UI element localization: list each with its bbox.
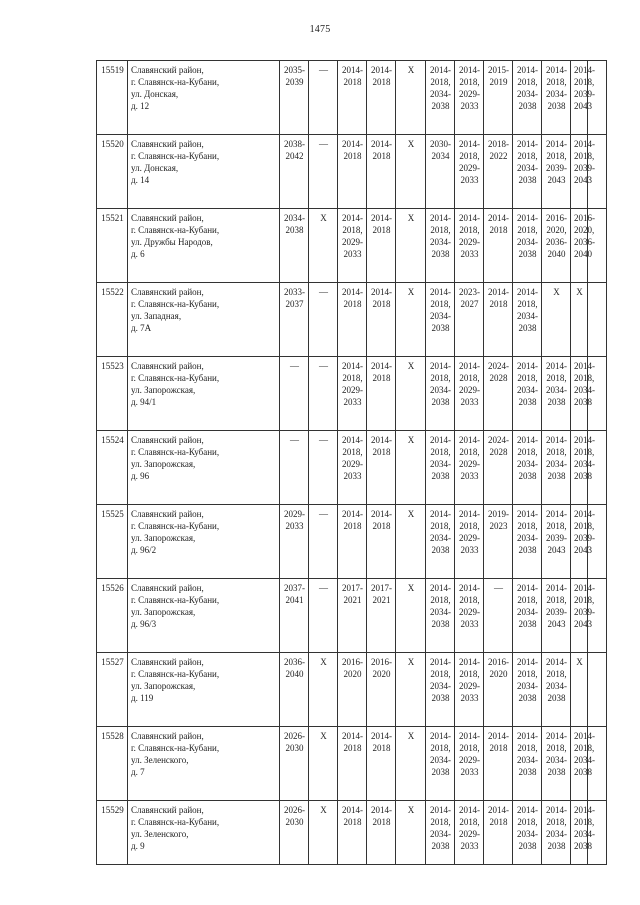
schedule-cell: — [309, 505, 338, 579]
address-line: д. 96 [131, 471, 150, 481]
address-cell [128, 61, 280, 135]
schedule-cell: 2014- 2018, 2034- 2038 [542, 357, 571, 431]
schedule-cell: 2014- 2018, 2034- 2038 [513, 61, 542, 135]
schedule-cell: 2014- 2018, 2039- 2043 [542, 579, 571, 653]
row-number: 15529 [97, 801, 128, 865]
address-line: г. Славянск-на-Кубани, [131, 521, 220, 531]
schedule-cell: 2038- 2042 [280, 135, 309, 209]
schedule-cell: — [280, 357, 309, 431]
schedule-cell: 2014- 2018 [367, 505, 396, 579]
address-line: г. Славянск-на-Кубани, [131, 669, 220, 679]
address-line: Славянский район, [131, 435, 204, 445]
schedule-cell: 2014- 2018, 2039- 2043 [571, 61, 588, 135]
schedule-cell: 2014- 2018 [484, 209, 513, 283]
schedule-cell: 2014- 2018, 2029- 2033 [455, 653, 484, 727]
schedule-cell: 2014- 2018, 2034- 2038 [513, 209, 542, 283]
address-line: ул. Зеленского, [131, 755, 189, 765]
row-number: 15527 [97, 653, 128, 727]
schedule-cell: 2014- 2018, 2034- 2038 [542, 653, 571, 727]
schedule-cell: 2014- 2018 [484, 801, 513, 865]
schedule-cell: 2014- 2018, 2034- 2038 [571, 357, 588, 431]
address-line: г. Славянск-на-Кубани, [131, 225, 220, 235]
schedule-cell: 2014- 2018, 2029- 2033 [455, 579, 484, 653]
schedule-cell: — [309, 61, 338, 135]
schedule-cell: 2016- 2020, 2036- 2040 [571, 209, 588, 283]
row-number: 15519 [97, 61, 128, 135]
schedule-cell: — [309, 579, 338, 653]
schedule-cell: 2014- 2018 [367, 727, 396, 801]
schedule-cell: 2014- 2018 [338, 801, 367, 865]
address-line: ул. Западная, [131, 311, 182, 321]
schedule-cell: 2014- 2018 [367, 431, 396, 505]
schedule-cell: 2029- 2033 [280, 505, 309, 579]
address-line: ул. Зеленского, [131, 829, 189, 839]
schedule-cell: 2014- 2018, 2034- 2038 [513, 653, 542, 727]
schedule-cell: X [571, 283, 588, 357]
housing-repair-schedule-table [96, 60, 607, 865]
table-body [97, 61, 607, 865]
schedule-cell: 2014- 2018, 2029- 2033 [455, 431, 484, 505]
schedule-cell: 2014- 2018, 2029- 2033 [455, 505, 484, 579]
schedule-cell: 2014- 2018, 2034- 2038 [513, 801, 542, 865]
schedule-cell: 2037- 2041 [280, 579, 309, 653]
schedule-cell: X [571, 653, 588, 727]
address-line: Славянский район, [131, 731, 204, 741]
schedule-cell: 2026- 2030 [280, 727, 309, 801]
schedule-cell: X [396, 505, 426, 579]
address-line: ул. Запорожская, [131, 385, 196, 395]
table-row [97, 653, 607, 727]
schedule-cell: 2014- 2018 [367, 357, 396, 431]
schedule-cell: 2014- 2018 [338, 61, 367, 135]
schedule-cell: 2014- 2018, 2034- 2038 [513, 135, 542, 209]
schedule-cell: X [309, 653, 338, 727]
address-line: ул. Дружбы Народов, [131, 237, 213, 247]
schedule-cell: 2014- 2018, 2029- 2033 [455, 727, 484, 801]
schedule-cell: 2014- 2018, 2029- 2033 [455, 801, 484, 865]
table-row [97, 209, 607, 283]
empty-cell [588, 283, 607, 357]
schedule-cell: 2034- 2038 [280, 209, 309, 283]
schedule-cell: 2014- 2018, 2034- 2038 [426, 579, 455, 653]
address-line: г. Славянск-на-Кубани, [131, 373, 220, 383]
schedule-cell: 2016- 2020 [338, 653, 367, 727]
schedule-cell: 2014- 2018 [367, 135, 396, 209]
schedule-cell: 2024- 2028 [484, 357, 513, 431]
schedule-cell: 2014- 2018, 2034- 2038 [426, 727, 455, 801]
address-line: г. Славянск-на-Кубани, [131, 595, 220, 605]
schedule-cell: 2019- 2023 [484, 505, 513, 579]
schedule-cell: 2014- 2018, 2034- 2038 [513, 505, 542, 579]
address-line: Славянский район, [131, 583, 204, 593]
schedule-cell: 2014- 2018, 2039- 2043 [571, 579, 588, 653]
row-number: 15525 [97, 505, 128, 579]
schedule-cell: 2014- 2018, 2034- 2038 [542, 61, 571, 135]
schedule-cell: 2014- 2018 [367, 801, 396, 865]
schedule-cell: X [396, 61, 426, 135]
schedule-cell: — [309, 283, 338, 357]
row-number: 15520 [97, 135, 128, 209]
schedule-cell: 2014- 2018 [484, 283, 513, 357]
address-line: Славянский район, [131, 139, 204, 149]
schedule-cell: 2014- 2018, 2029- 2033 [338, 357, 367, 431]
schedule-cell: X [396, 431, 426, 505]
schedule-cell: X [396, 283, 426, 357]
row-number: 15522 [97, 283, 128, 357]
schedule-cell: 2017- 2021 [367, 579, 396, 653]
schedule-cell: 2014- 2018, 2034- 2038 [426, 283, 455, 357]
schedule-cell: 2014- 2018, 2034- 2038 [513, 727, 542, 801]
schedule-cell: 2014- 2018, 2034- 2038 [426, 431, 455, 505]
address-line: г. Славянск-на-Кубани, [131, 77, 220, 87]
address-cell [128, 579, 280, 653]
address-line: г. Славянск-на-Кубани, [131, 151, 220, 161]
schedule-cell: 2014- 2018 [338, 283, 367, 357]
table-row [97, 579, 607, 653]
schedule-cell: 2014- 2018, 2029- 2033 [338, 209, 367, 283]
schedule-cell: 2023- 2027 [455, 283, 484, 357]
address-line: Славянский район, [131, 509, 204, 519]
row-number: 15521 [97, 209, 128, 283]
address-cell [128, 135, 280, 209]
schedule-cell: 2014- 2018 [338, 727, 367, 801]
address-line: ул. Запорожская, [131, 459, 196, 469]
schedule-cell: 2014- 2018 [367, 283, 396, 357]
schedule-cell: 2014- 2018, 2034- 2038 [513, 579, 542, 653]
schedule-cell: X [396, 727, 426, 801]
address-line: д. 14 [131, 175, 150, 185]
schedule-cell: 2014- 2018, 2029- 2033 [338, 431, 367, 505]
schedule-cell: 2018- 2022 [484, 135, 513, 209]
address-line: Славянский район, [131, 65, 204, 75]
schedule-cell: 2014- 2018, 2039- 2043 [542, 505, 571, 579]
table-row [97, 283, 607, 357]
empty-cell [588, 653, 607, 727]
address-line: д. 7 [131, 767, 145, 777]
schedule-cell: X [396, 579, 426, 653]
table-row [97, 431, 607, 505]
schedule-cell: 2014- 2018, 2029- 2033 [455, 209, 484, 283]
schedule-cell: X [396, 135, 426, 209]
schedule-cell: 2014- 2018, 2029- 2033 [455, 61, 484, 135]
address-line: д. 9 [131, 841, 145, 851]
schedule-cell: 2030- 2034 [426, 135, 455, 209]
row-number: 15526 [97, 579, 128, 653]
address-line: г. Славянск-на-Кубани, [131, 447, 220, 457]
address-cell [128, 209, 280, 283]
schedule-cell: 2016- 2020 [484, 653, 513, 727]
schedule-cell: 2014- 2018, 2034- 2038 [426, 209, 455, 283]
address-line: д. 7А [131, 323, 152, 333]
schedule-cell: X [396, 209, 426, 283]
address-cell [128, 431, 280, 505]
address-line: ул. Запорожская, [131, 533, 196, 543]
schedule-cell: 2036- 2040 [280, 653, 309, 727]
schedule-cell: 2014- 2018, 2034- 2038 [426, 505, 455, 579]
schedule-cell: — [309, 357, 338, 431]
schedule-cell: 2014- 2018 [338, 135, 367, 209]
table-row [97, 801, 607, 865]
schedule-cell: 2014- 2018, 2039- 2043 [542, 135, 571, 209]
address-line: Славянский район, [131, 657, 204, 667]
schedule-cell: 2014- 2018, 2034- 2038 [542, 727, 571, 801]
schedule-cell: 2015- 2019 [484, 61, 513, 135]
schedule-cell: — [484, 579, 513, 653]
schedule-cell: X [309, 801, 338, 865]
schedule-cell: 2017- 2021 [338, 579, 367, 653]
schedule-cell: 2014- 2018, 2034- 2038 [426, 653, 455, 727]
schedule-cell: 2014- 2018, 2034- 2038 [426, 801, 455, 865]
schedule-cell: 2014- 2018, 2034- 2038 [513, 431, 542, 505]
schedule-cell: X [396, 357, 426, 431]
schedule-cell: 2035- 2039 [280, 61, 309, 135]
schedule-cell: X [309, 727, 338, 801]
schedule-cell: 2014- 2018 [338, 505, 367, 579]
address-line: ул. Запорожская, [131, 607, 196, 617]
address-line: Славянский район, [131, 805, 204, 815]
address-line: д. 94/1 [131, 397, 157, 407]
address-line: г. Славянск-на-Кубани, [131, 743, 220, 753]
row-number: 15528 [97, 727, 128, 801]
address-cell [128, 727, 280, 801]
schedule-cell: 2014- 2018, 2029- 2033 [455, 357, 484, 431]
schedule-cell: X [542, 283, 571, 357]
schedule-cell: 2014- 2018, 2034- 2038 [426, 61, 455, 135]
address-line: д. 119 [131, 693, 154, 703]
schedule-cell: 2014- 2018, 2034- 2038 [513, 357, 542, 431]
schedule-cell: 2014- 2018 [484, 727, 513, 801]
address-line: Славянский район, [131, 361, 204, 371]
schedule-cell: 2026- 2030 [280, 801, 309, 865]
schedule-cell: 2016- 2020, 2036- 2040 [542, 209, 571, 283]
schedule-cell: — [309, 135, 338, 209]
table-row [97, 727, 607, 801]
schedule-cell: 2014- 2018 [367, 209, 396, 283]
table-row [97, 135, 607, 209]
address-line: Славянский район, [131, 213, 204, 223]
row-number: 15524 [97, 431, 128, 505]
address-cell [128, 357, 280, 431]
address-line: г. Славянск-на-Кубани, [131, 299, 220, 309]
address-line: д. 12 [131, 101, 150, 111]
table-row [97, 505, 607, 579]
schedule-cell: 2014- 2018, 2034- 2038 [571, 431, 588, 505]
schedule-cell: — [309, 431, 338, 505]
schedule-cell: 2016- 2020 [367, 653, 396, 727]
address-cell [128, 505, 280, 579]
address-cell [128, 801, 280, 865]
row-number: 15523 [97, 357, 128, 431]
page-number: 1475 [309, 24, 331, 35]
schedule-cell: X [396, 801, 426, 865]
schedule-cell: 2014- 2018, 2034- 2038 [542, 431, 571, 505]
address-line: г. Славянск-на-Кубани, [131, 817, 220, 827]
address-cell [128, 653, 280, 727]
address-line: ул. Донская, [131, 163, 179, 173]
schedule-cell: 2014- 2018, 2034- 2038 [571, 727, 588, 801]
schedule-cell: 2024- 2028 [484, 431, 513, 505]
address-line: ул. Запорожская, [131, 681, 196, 691]
schedule-cell: 2014- 2018 [367, 61, 396, 135]
address-line: Славянский район, [131, 287, 204, 297]
address-line: д. 96/3 [131, 619, 157, 629]
table-row [97, 357, 607, 431]
address-line: д. 6 [131, 249, 145, 259]
schedule-cell: X [309, 209, 338, 283]
schedule-cell: 2014- 2018, 2034- 2038 [513, 283, 542, 357]
schedule-cell: — [280, 431, 309, 505]
schedule-cell: X [396, 653, 426, 727]
address-cell [128, 283, 280, 357]
schedule-cell: 2014- 2018, 2034- 2038 [426, 357, 455, 431]
schedule-cell: 2014- 2018, 2029- 2033 [455, 135, 484, 209]
schedule-cell: 2014- 2018, 2034- 2038 [571, 801, 588, 865]
table-row [97, 61, 607, 135]
schedule-cell: 2014- 2018, 2034- 2038 [542, 801, 571, 865]
address-line: ул. Донская, [131, 89, 179, 99]
schedule-cell: 2033- 2037 [280, 283, 309, 357]
schedule-cell: 2014- 2018, 2039- 2043 [571, 505, 588, 579]
address-line: д. 96/2 [131, 545, 157, 555]
schedule-cell: 2014- 2018, 2039- 2043 [571, 135, 588, 209]
